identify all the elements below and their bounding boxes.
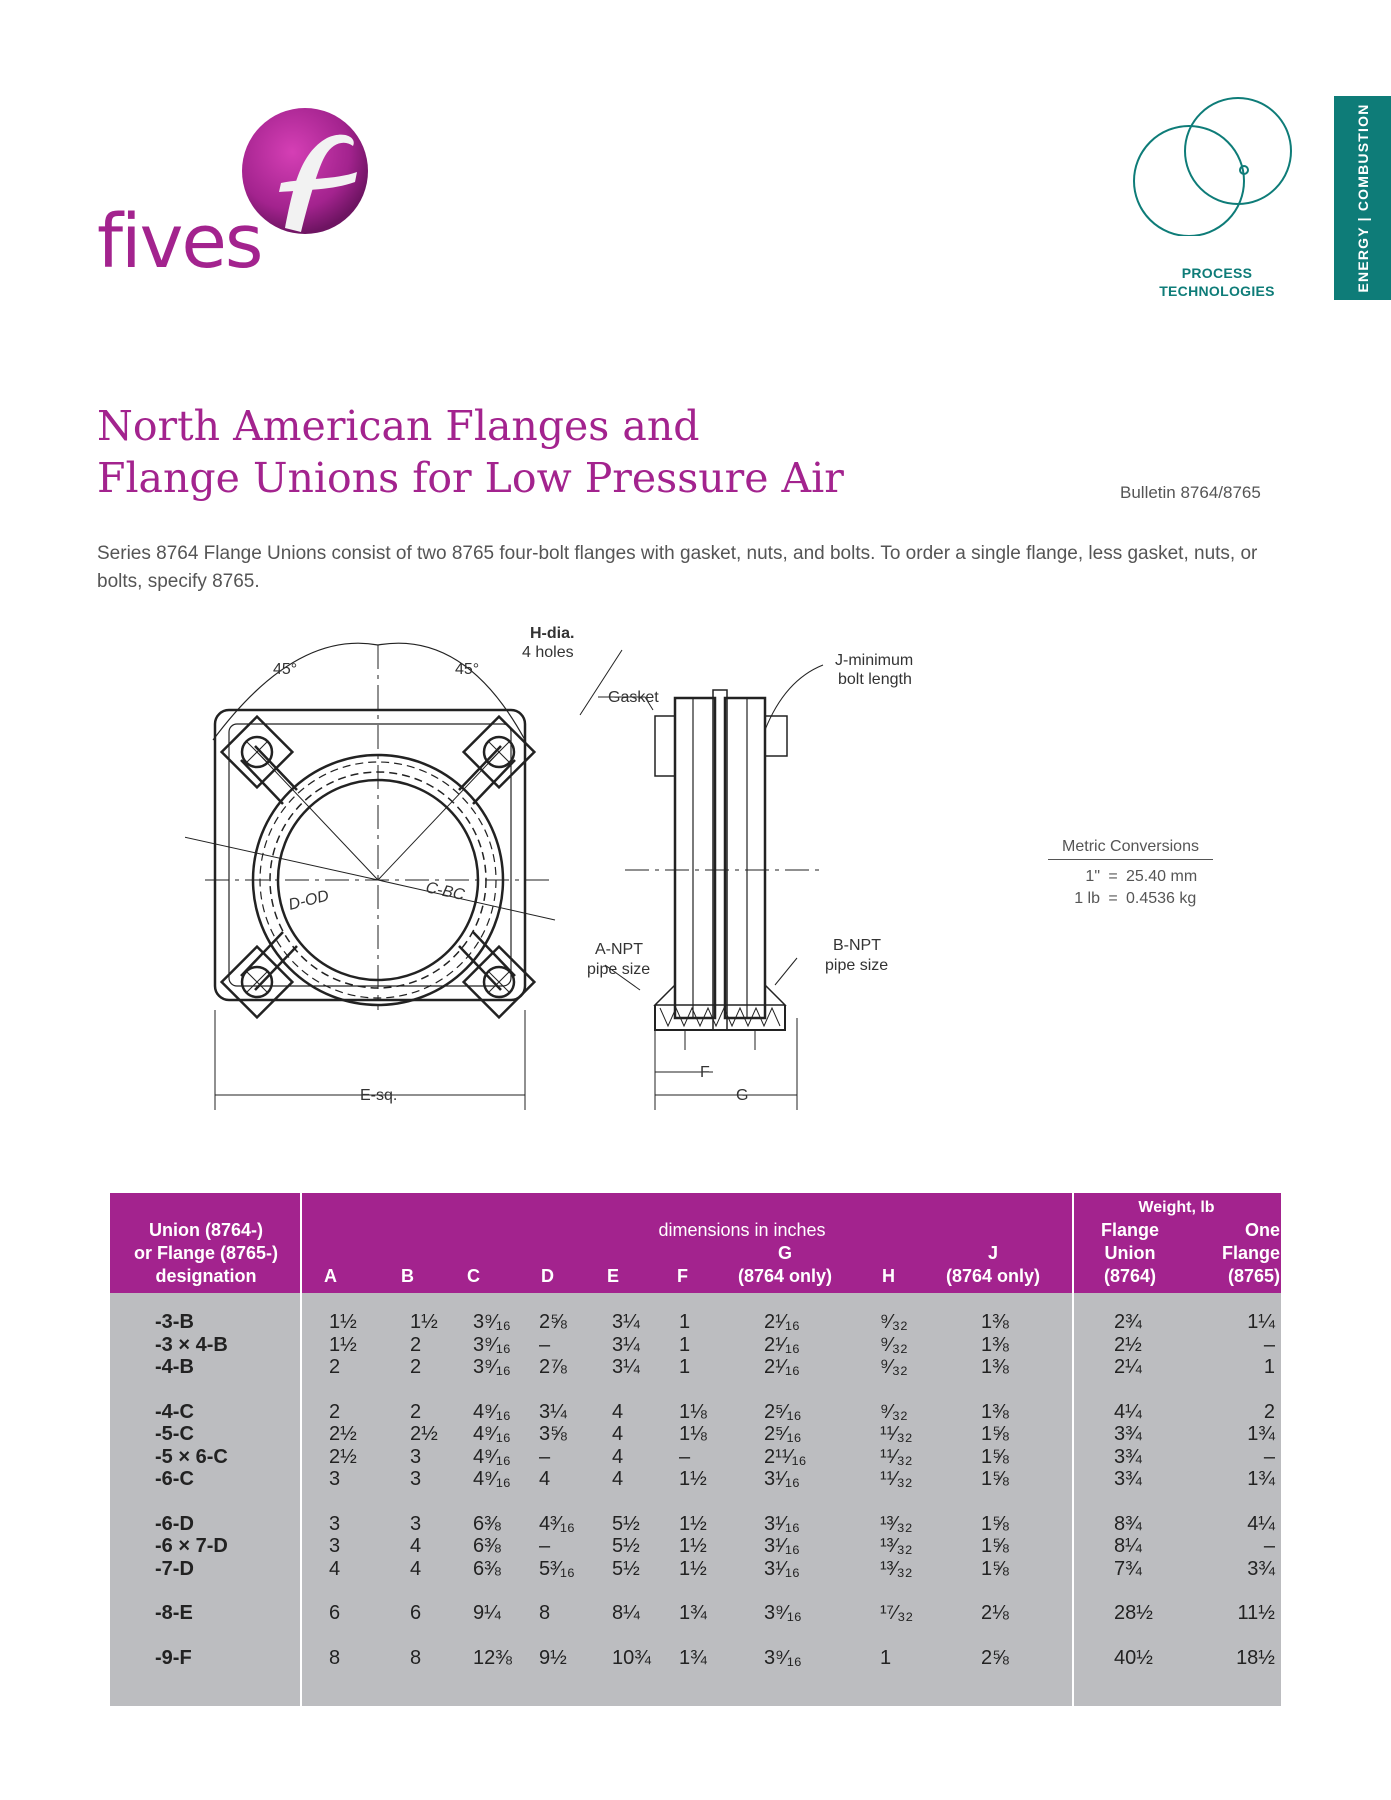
table-cell-g: 2⁵⁄₁₆: [764, 1400, 802, 1423]
table-cell-flange-union-weight: 7¾: [1114, 1557, 1142, 1580]
table-cell-one-flange-weight: 4¼: [1247, 1512, 1275, 1535]
table-cell-one-flange-weight: 2: [1263, 1400, 1275, 1423]
table-cell-b: 3: [410, 1512, 422, 1535]
table-cell-h: ¹³⁄₃₂: [880, 1535, 913, 1557]
table-cell-one-flange-weight: –: [1263, 1445, 1275, 1468]
table-cell-b: 2: [410, 1333, 422, 1356]
table-cell-designation: -6-D: [155, 1512, 194, 1535]
table-cell-f: 1¾: [679, 1646, 707, 1669]
table-cell-c: 9¼: [473, 1602, 501, 1624]
table-cell-b: 2: [410, 1356, 422, 1378]
table-cell-a: 2: [329, 1356, 341, 1378]
table-cell-b: 8: [410, 1646, 422, 1669]
table-cell-designation: -9-F: [155, 1646, 192, 1669]
table-cell-f: 1⅛: [679, 1400, 707, 1423]
table-cell-h: ¹¹⁄₃₂: [880, 1468, 913, 1490]
table-cell-flange-union-weight: 3¾: [1114, 1468, 1142, 1490]
table-cell-e: 3¼: [612, 1333, 640, 1356]
table-cell-e: 3¼: [612, 1356, 640, 1378]
table-cell-designation: -6-C: [155, 1468, 194, 1490]
table-cell-g: 2¹⁄₁₆: [764, 1356, 800, 1378]
f-label: F: [700, 1064, 710, 1081]
table-cell-one-flange-weight: 1¼: [1247, 1311, 1275, 1333]
col-header-h: H: [882, 1266, 895, 1286]
table-cell-g: 2¹⁄₁₆: [764, 1311, 800, 1333]
table-cell-a: 3: [329, 1468, 341, 1490]
table-cell-j: 1⅜: [981, 1333, 1009, 1356]
flange-technical-drawing: [185, 620, 925, 1110]
table-cell-flange-union-weight: 40½: [1114, 1646, 1153, 1669]
table-cell-e: 3¼: [612, 1311, 640, 1333]
d-od-label: D-OD: [286, 887, 331, 914]
b-pipe-size-label: pipe size: [825, 957, 889, 974]
table-cell-j: 1⅝: [981, 1535, 1009, 1557]
table-cell-g: 3¹⁄₁₆: [764, 1468, 800, 1490]
holes-label: 4 holes: [522, 644, 574, 661]
brand-wordmark: fives: [97, 199, 262, 285]
b-npt-label: B-NPT: [833, 937, 881, 954]
table-cell-g: 2⁵⁄₁₆: [764, 1423, 802, 1445]
table-cell-e: 4: [612, 1468, 624, 1490]
table-cell-h: ¹³⁄₃₂: [880, 1512, 913, 1535]
table-cell-designation: -7-D: [155, 1557, 194, 1580]
table-cell-designation: -3-B: [155, 1311, 194, 1333]
table-cell-e: 4: [612, 1400, 624, 1423]
table-cell-flange-union-weight: 8¼: [1114, 1535, 1142, 1557]
table-cell-c: 6⅜: [473, 1512, 501, 1535]
h-dia-label: H-dia.: [530, 625, 575, 642]
table-cell-d: 2⅞: [539, 1356, 567, 1378]
table-cell-flange-union-weight: 28½: [1114, 1602, 1153, 1624]
table-cell-d: 2⅝: [539, 1311, 567, 1333]
table-cell-c: 4⁹⁄₁₆: [473, 1423, 511, 1445]
table-cell-g: 3¹⁄₁₆: [764, 1512, 800, 1535]
table-cell-b: 1½: [410, 1311, 438, 1333]
table-cell-j: 1⅝: [981, 1468, 1009, 1490]
bolt-length-label: bolt length: [838, 671, 912, 688]
table-cell-j: 1⅝: [981, 1445, 1009, 1468]
table-cell-b: 3: [410, 1445, 422, 1468]
angle-label-right: 45°: [455, 661, 480, 678]
table-cell-b: 2: [410, 1400, 422, 1423]
table-cell-d: 8: [539, 1602, 551, 1624]
table-cell-h: ¹⁷⁄₃₂: [880, 1602, 914, 1624]
table-cell-a: 6: [329, 1602, 341, 1624]
col-header-d: D: [541, 1266, 554, 1286]
table-cell-d: 3⅝: [539, 1423, 567, 1445]
table-cell-flange-union-weight: 2½: [1114, 1333, 1142, 1356]
table-cell-c: 4⁹⁄₁₆: [473, 1445, 511, 1468]
table-cell-b: 3: [410, 1468, 422, 1490]
table-cell-h: ¹¹⁄₃₂: [880, 1445, 913, 1468]
table-cell-one-flange-weight: 18½: [1236, 1646, 1275, 1669]
side-tab-label: ENERGY | COMBUSTION: [1354, 103, 1371, 293]
table-cell-c: 6⅜: [473, 1535, 501, 1557]
table-cell-j: 2⅝: [981, 1646, 1009, 1669]
g-label: G: [736, 1087, 749, 1104]
table-cell-f: 1½: [679, 1535, 707, 1557]
table-cell-j: 1⅜: [981, 1400, 1009, 1423]
table-cell-one-flange-weight: 1¾: [1247, 1423, 1275, 1445]
table-cell-f: 1½: [679, 1512, 707, 1535]
table-cell-a: 4: [329, 1557, 341, 1580]
table-cell-e: 4: [612, 1423, 624, 1445]
table-cell-flange-union-weight: 2¾: [1114, 1311, 1142, 1333]
col-header-b: B: [401, 1266, 414, 1286]
table-cell-h: ⁹⁄₃₂: [880, 1311, 908, 1333]
table-cell-a: 1½: [329, 1311, 357, 1333]
table-cell-one-flange-weight: –: [1263, 1333, 1275, 1356]
table-cell-h: ¹¹⁄₃₂: [880, 1423, 913, 1445]
table-cell-one-flange-weight: 1: [1263, 1356, 1275, 1378]
table-cell-h: ⁹⁄₃₂: [880, 1333, 908, 1356]
table-cell-designation: -8-E: [155, 1602, 193, 1624]
table-divider: [300, 1193, 302, 1706]
table-cell-flange-union-weight: 3¾: [1114, 1445, 1142, 1468]
table-cell-flange-union-weight: 4¼: [1114, 1400, 1142, 1423]
metric-conversions: [1048, 838, 1213, 910]
dimensions-header: dimensions in inches: [658, 1220, 826, 1240]
table-cell-g: 3¹⁄₁₆: [764, 1535, 800, 1557]
process-technologies-emblem: [1128, 96, 1308, 236]
table-cell-f: 1½: [679, 1557, 707, 1580]
table-cell-c: 4⁹⁄₁₆: [473, 1468, 511, 1490]
table-cell-g: 2¹¹⁄₁₆: [764, 1445, 807, 1468]
table-cell-f: 1: [679, 1311, 691, 1333]
table-cell-designation: -5 × 6-C: [155, 1445, 228, 1468]
table-cell-h: ⁹⁄₃₂: [880, 1356, 908, 1378]
bulletin-number: Bulletin 8764/8765: [1120, 483, 1261, 502]
table-cell-c: 12⅜: [473, 1646, 512, 1669]
table-cell-e: 10¾: [612, 1646, 651, 1669]
table-cell-j: 1⅜: [981, 1311, 1009, 1333]
table-cell-one-flange-weight: 3¾: [1247, 1557, 1275, 1580]
table-cell-d: 3¼: [539, 1400, 567, 1423]
table-cell-d: 4³⁄₁₆: [539, 1512, 575, 1535]
table-cell-e: 5½: [612, 1557, 640, 1580]
table-cell-flange-union-weight: 8¾: [1114, 1512, 1142, 1535]
angle-label-left: 45°: [273, 661, 298, 678]
metric-row: 1 lb = 0.4536 kg: [1074, 890, 1197, 907]
page-title: North American Flanges and Flange Unions for Low Pressure Air: [97, 402, 844, 502]
table-cell-flange-union-weight: 3¾: [1114, 1423, 1142, 1445]
col-header-g: G (8764 only): [737, 1243, 833, 1286]
table-cell-flange-union-weight: 2¼: [1114, 1356, 1142, 1378]
table-cell-g: 3⁹⁄₁₆: [764, 1602, 802, 1624]
table-cell-f: –: [679, 1445, 691, 1468]
intro-paragraph: Series 8764 Flange Unions consist of two 8765 four-bolt flanges with gasket, nuts, and bolts. To order a single flange, less gasket, nuts, or bolts, specify 8765.: [97, 543, 1258, 592]
table-cell-b: 2½: [410, 1423, 438, 1445]
table-cell-designation: -3 × 4-B: [155, 1333, 228, 1356]
table-cell-c: 3⁹⁄₁₆: [473, 1311, 511, 1333]
col-header-a: A: [324, 1266, 337, 1286]
process-technologies-label: PROCESS TECHNOLOGIES: [1159, 265, 1275, 299]
table-cell-a: 3: [329, 1512, 341, 1535]
table-cell-a: 2½: [329, 1445, 357, 1468]
table-cell-designation: -6 × 7-D: [155, 1535, 228, 1557]
table-cell-b: 6: [410, 1602, 422, 1624]
dimensions-table: [110, 1193, 1281, 1706]
table-cell-e: 5½: [612, 1535, 640, 1557]
table-cell-f: 1⅛: [679, 1423, 707, 1445]
table-cell-d: –: [539, 1445, 551, 1468]
table-cell-b: 4: [410, 1535, 422, 1557]
weight-header: Weight, lb: [1138, 1199, 1215, 1216]
table-cell-d: –: [539, 1333, 551, 1356]
col-header-e: E: [607, 1266, 620, 1286]
table-cell-one-flange-weight: –: [1263, 1535, 1275, 1557]
table-cell-f: 1¾: [679, 1602, 707, 1624]
table-cell-designation: -4-B: [155, 1356, 194, 1378]
table-divider: [1072, 1193, 1074, 1706]
j-minimum-label: J-minimum: [835, 652, 914, 669]
table-cell-g: 2¹⁄₁₆: [764, 1333, 800, 1356]
metric-row: 1" = 25.40 mm: [1085, 868, 1198, 885]
col-header-f: F: [677, 1266, 688, 1286]
side-tab: [1334, 96, 1391, 300]
table-cell-designation: -5-C: [155, 1423, 194, 1445]
table-cell-c: 3⁹⁄₁₆: [473, 1356, 511, 1378]
table-cell-h: ⁹⁄₃₂: [880, 1400, 908, 1423]
table-cell-a: 2½: [329, 1423, 357, 1445]
table-cell-b: 4: [410, 1557, 422, 1580]
table-header: [110, 1193, 1281, 1293]
c-bc-label: C-BC: [424, 879, 466, 905]
table-cell-f: 1½: [679, 1468, 707, 1490]
col-header-flange-union: Flange Union (8764): [1100, 1220, 1159, 1286]
table-cell-c: 4⁹⁄₁₆: [473, 1400, 511, 1423]
col-header-c: C: [467, 1266, 480, 1286]
col-header-j: J (8764 only): [945, 1243, 1041, 1286]
designation-header: Union (8764-) or Flange (8765-) designation: [133, 1220, 279, 1286]
table-cell-c: 3⁹⁄₁₆: [473, 1333, 511, 1356]
table-cell-a: 8: [329, 1646, 341, 1669]
table-cell-d: 4: [539, 1468, 551, 1490]
table-cell-g: 3¹⁄₁₆: [764, 1557, 800, 1580]
e-sq-label: E-sq.: [360, 1087, 398, 1104]
table-cell-j: 1⅝: [981, 1557, 1009, 1580]
a-pipe-size-label: pipe size: [587, 961, 651, 978]
gasket-label: Gasket: [608, 689, 659, 706]
table-cell-d: 5³⁄₁₆: [539, 1557, 575, 1580]
table-cell-a: 3: [329, 1535, 341, 1557]
table-cell-h: 1: [880, 1646, 892, 1669]
table-cell-e: 8¼: [612, 1602, 640, 1624]
table-cell-one-flange-weight: 11½: [1237, 1602, 1275, 1624]
table-cell-f: 1: [679, 1356, 691, 1378]
table-body: [110, 1293, 1281, 1706]
table-cell-j: 2⅛: [981, 1602, 1009, 1624]
metric-title: Metric Conversions: [1048, 838, 1213, 860]
table-cell-f: 1: [679, 1333, 691, 1356]
table-cell-one-flange-weight: 1¾: [1247, 1468, 1275, 1490]
table-cell-j: 1⅜: [981, 1356, 1009, 1378]
table-cell-a: 1½: [329, 1333, 357, 1356]
table-cell-h: ¹³⁄₃₂: [880, 1557, 913, 1580]
table-cell-d: 9½: [539, 1646, 567, 1669]
table-cell-e: 4: [612, 1445, 624, 1468]
table-cell-j: 1⅝: [981, 1423, 1009, 1445]
table-cell-designation: -4-C: [155, 1400, 194, 1423]
table-cell-a: 2: [329, 1400, 341, 1423]
table-cell-e: 5½: [612, 1512, 640, 1535]
a-npt-label: A-NPT: [595, 941, 643, 958]
table-cell-j: 1⅝: [981, 1512, 1009, 1535]
table-cell-d: –: [539, 1535, 551, 1557]
col-header-one-flange: One Flange (8765): [1221, 1220, 1280, 1286]
table-cell-g: 3⁹⁄₁₆: [764, 1646, 802, 1669]
table-cell-c: 6⅜: [473, 1557, 501, 1580]
